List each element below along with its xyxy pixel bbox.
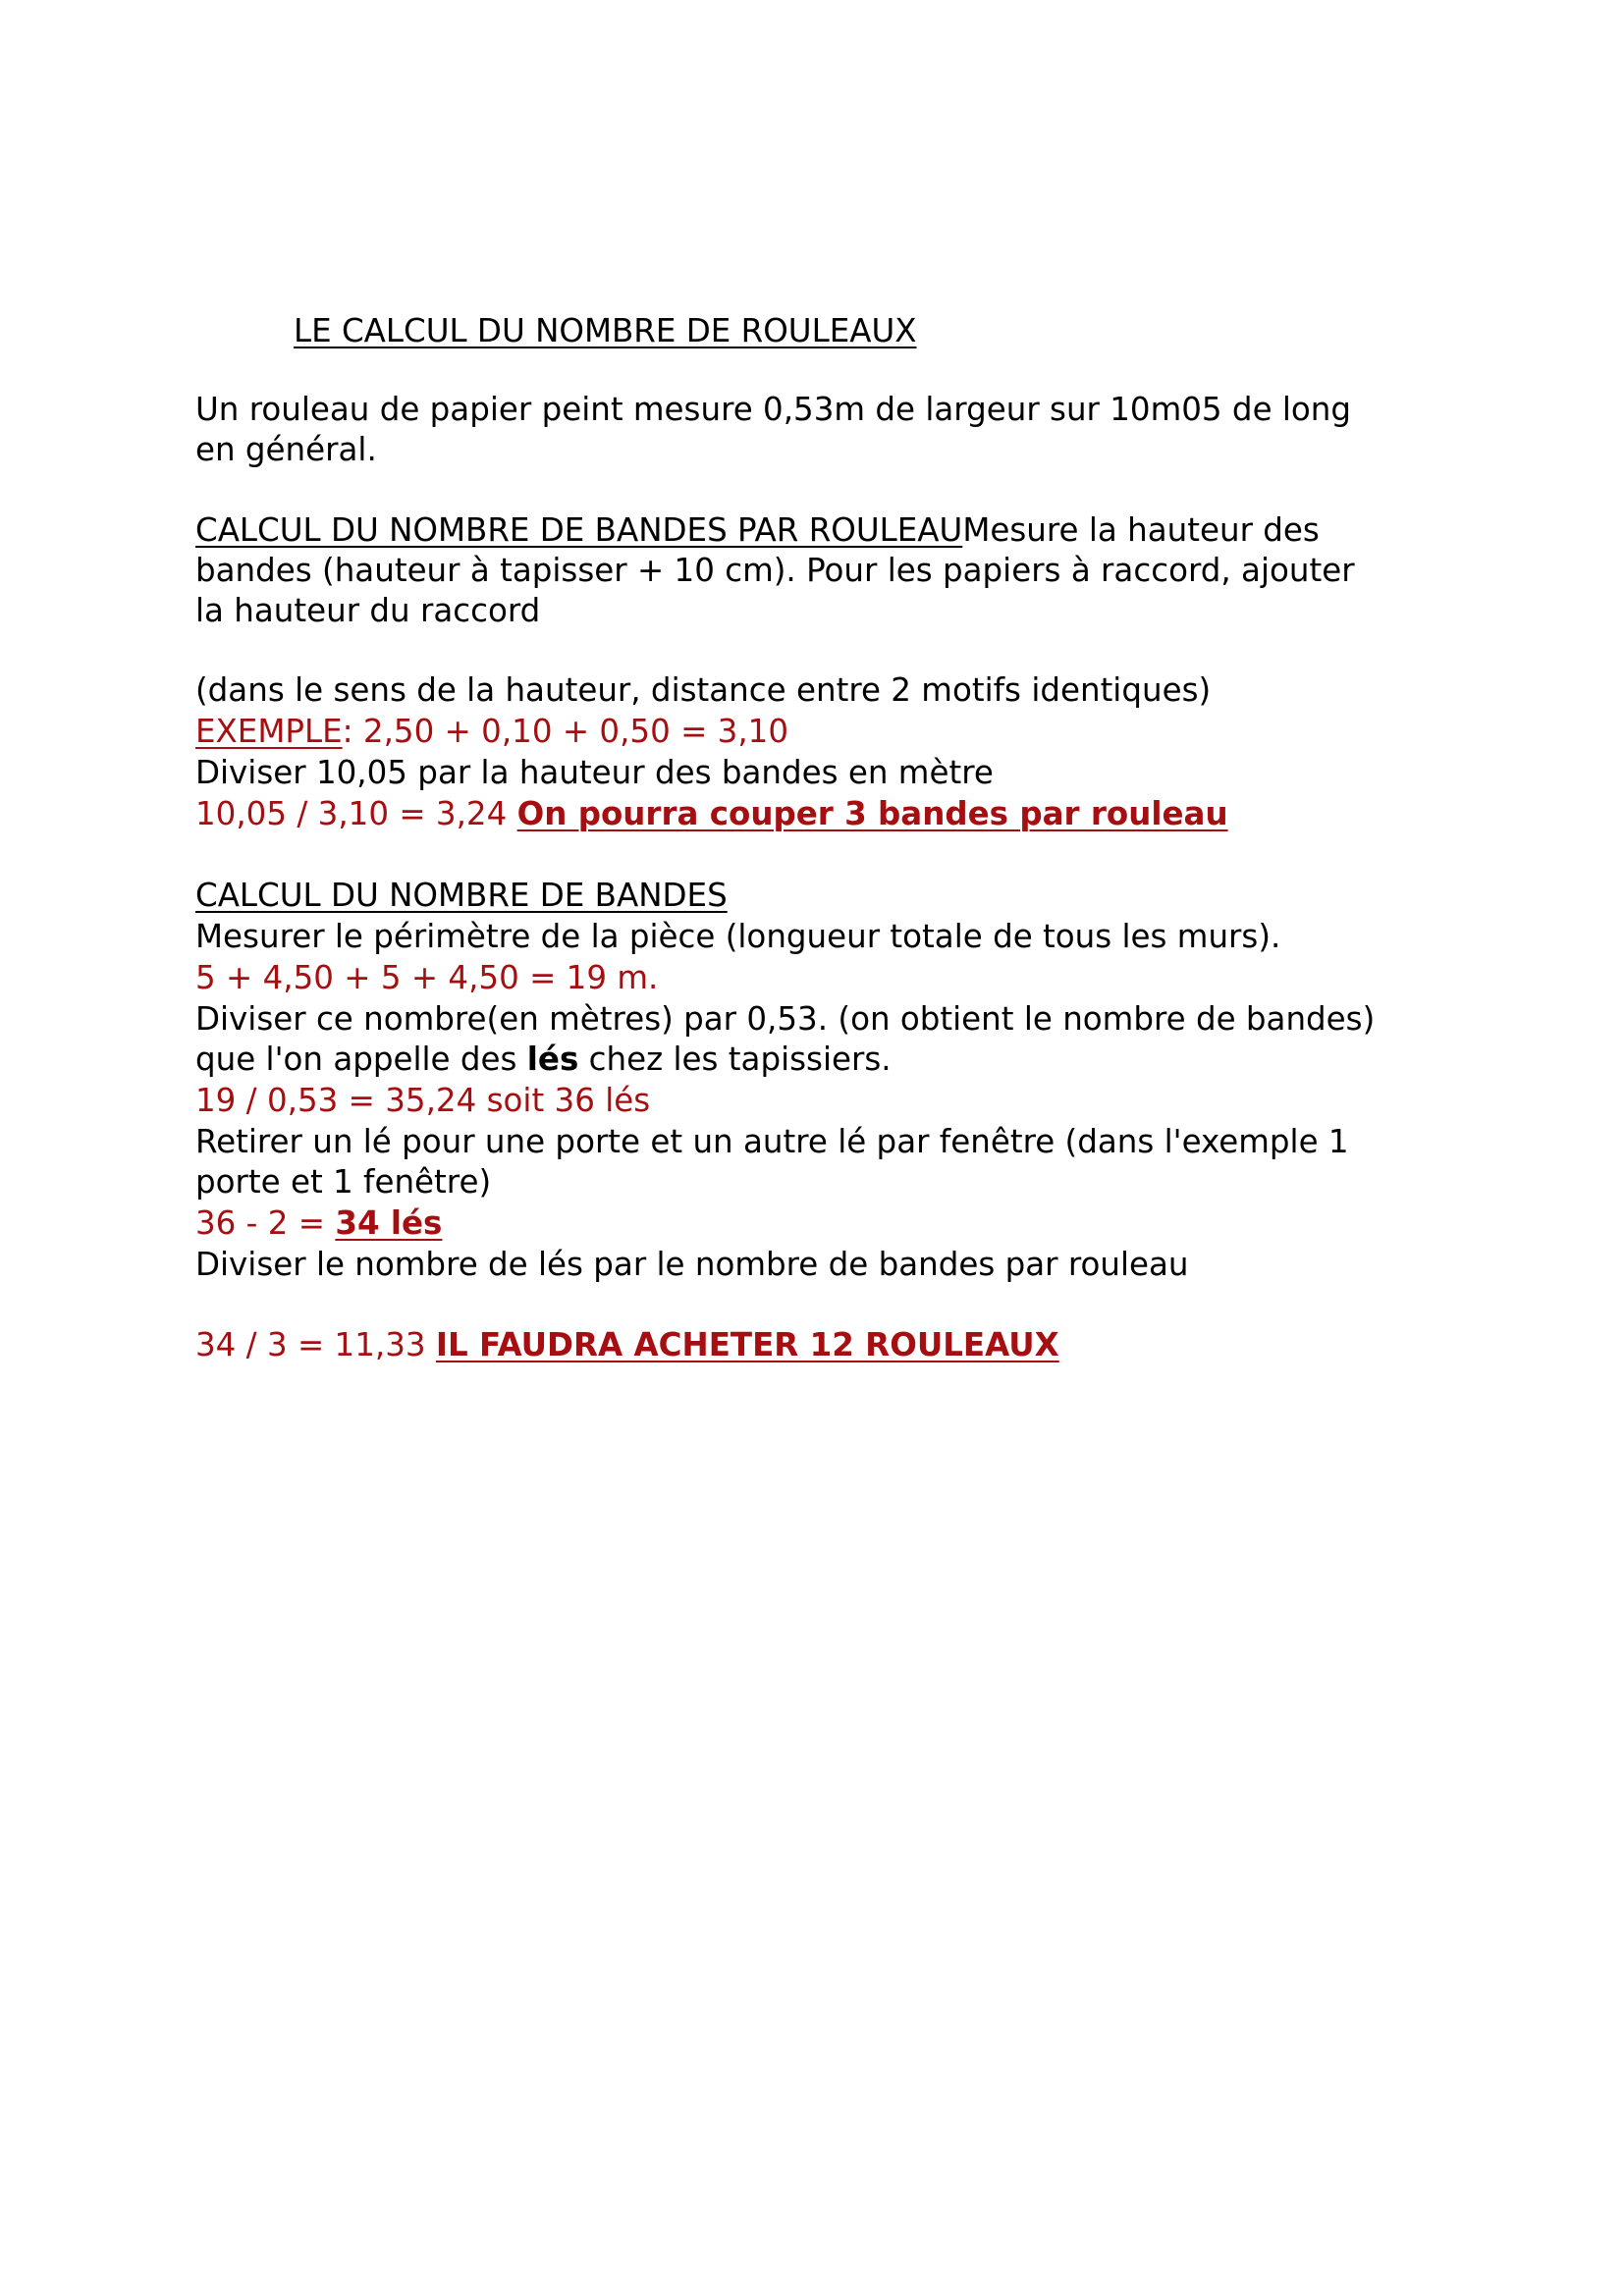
subtract-formula: 36 - 2 = [195,1204,336,1242]
section1-heading-line [195,509,1320,552]
intro-line-1: Un rouleau de papier peint mesure 0,53m de largeur sur 10m05 de long [195,391,1352,428]
divide-line-2 [195,1039,892,1081]
section1-heading: CALCUL DU NOMBRE DE BANDES PAR ROULEAU [195,511,963,549]
example-label: EXEMPLE [195,713,343,750]
final-line [195,1324,1059,1366]
divide-line-2-end: chez les tapissiers. [578,1041,892,1078]
subtract-result: 34 lés [335,1204,443,1242]
remove-line-1: Retirer un lé pour une porte et un autre lé par fenêtre (dans l'exemple 1 [195,1123,1349,1160]
section1-line-2: bandes (hauteur à tapisser + 10 cm). Pour les papiers à raccord, ajouter [195,552,1355,589]
intro-line-2: en général. [195,431,377,468]
result-conclusion: On pourra couper 3 bandes par rouleau [516,795,1228,832]
result-formula: 10,05 / 3,10 = 3,24 [195,795,517,832]
divide-line-1: Diviser ce nombre(en mètres) par 0,53. (on obtient le nombre de bandes) [195,1000,1376,1038]
section1-line-3: la hauteur du raccord [195,592,541,629]
section2-heading: CALCUL DU NOMBRE DE BANDES [195,877,728,914]
perimeter-formula: 5 + 4,50 + 5 + 4,50 = 19 m. [195,959,659,996]
measure-text: Mesurer le périmètre de la pièce (longueur totale de tous les murs). [195,918,1281,955]
divide-les-text: Diviser le nombre de lés par le nombre de bandes par rouleau [195,1246,1189,1283]
divide-text: Diviser 10,05 par la hauteur des bandes en mètre [195,754,994,791]
section1-line-4: (dans le sens de la hauteur, distance entre 2 motifs identiques) [195,671,1212,709]
subtract-line [195,1202,442,1245]
divide-line-2-start: que l'on appelle des [195,1041,527,1078]
remove-line-2: porte et 1 fenêtre) [195,1163,492,1201]
result-line [195,793,1228,835]
les-term: lés [526,1041,579,1078]
example-line [195,711,788,753]
final-formula: 34 / 3 = 11,33 [195,1326,436,1363]
example-formula: : 2,50 + 0,10 + 0,50 = 3,10 [342,713,789,750]
final-conclusion: IL FAUDRA ACHETER 12 ROULEAUX [435,1326,1059,1363]
page-title: LE CALCUL DU NOMBRE DE ROULEAUX [294,312,917,349]
section1-heading-tail: Mesure la hauteur des [962,511,1320,549]
les-formula: 19 / 0,53 = 35,24 soit 36 lés [195,1082,651,1119]
